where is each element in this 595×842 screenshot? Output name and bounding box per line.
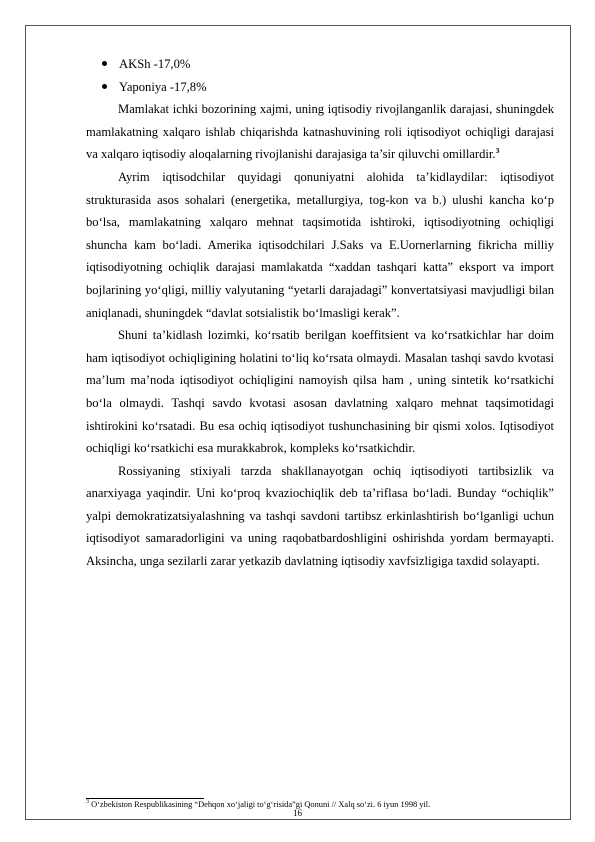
list-item-text: AKSh -17,0% <box>119 57 191 71</box>
bullet-icon <box>102 61 107 66</box>
paragraph: Rossiyaning stixiyali tarzda shakllanayotgan ochiq iqtisodiyoti tartibsizlik va anarxiyaga yaqindir. Uni ko‘proq kvaziochiqlik deb ta’riflasa bo‘ladi. Bunday “ochiqlik” yalpi demokratizatsiyalashning va tashqi savdoni tartibsz erkinlashtirish bo‘lganligi uchun iqtisodiyot samaradorligini va uning raqobatbardoshligini oshirishda yordam bermayapti. Aksincha, unga sezilarli zarar yetkazib davlatning iqtisodiy xavfsizligiga taxdid solayapti. <box>86 463 554 569</box>
footnote-reference[interactable]: 3 <box>495 146 500 156</box>
statistics-list <box>86 53 554 98</box>
paragraph: Shuni ta’kidlash lozimki, ko‘rsatib berilgan koeffitsient va ko‘rsatkichlar har doim ham iqtisodiyot ochiqligining holatini to‘liq ko‘rsata olmaydi. Masalan tashqi savdo kvotasi ma’lum ma’noda iqtisodiyot ochiqligini namoyish qilsa ham , uning sintetik ko‘rsatkichi bo‘la olmaydi. Tashqi savdo kvotasi asosan davlatning xalqaro mehnat taqsimotidagi ishtirokini ko‘rsatadi. Bu esa ochiq iqtisodiyot tushunchasining bir qismi xolos. Iqtisodiyot ochiqligi ko‘rsatkichi esa murakkabrok, kompleks ko‘rsatkichdir. <box>86 328 554 456</box>
list-item-text: Yaponiya -17,8% <box>119 79 207 94</box>
list-item <box>86 53 554 76</box>
paragraph: Ayrim iqtisodchilar quyidagi qonuniyatni alohida ta’kidlaydilar: iqtisodiyot strukturasida asos sohalari (energetika, metallurgiya, tog-kon va b.) ulushi kancha ko‘p bo‘lsa, mamlakatning xalqaro mehnat taqsimotida ishtiroki, iqtisodiyotning ochiqligi shuncha kam bo‘ladi. Amerika iqtisodchilari J.Saks va E.Uornerlarning fikricha milliy iqtisodiyotning ochiqlik darajasi mamlakatda “xaddan tashqari katta” eksport va import bojlarining yo‘qligi, milliy valyutaning “yetarli darajadagi” konvertatsiyasi mavjudligi bilan aniqlanadi, shuningdek “davlat sotsialistik bo‘lmasligi kerak”. <box>86 169 554 320</box>
document-body <box>86 53 554 573</box>
paragraph-text: Mamlakat ichki bozorining xajmi, uning iqtisodiy rivojlanganlik darajasi, shuningdek mamlakatning xalqaro ishlab chiqarishda katnashuvining roli iqtisodiyot ochiqligi darajasi va xalqaro iqtisodiy aloqalarning rivojlanishi darajasiga ta’sir qiluvchi omillardir. <box>86 102 554 162</box>
footnote-divider <box>86 798 204 799</box>
bullet-icon <box>102 84 107 89</box>
footnote-text: O‘zbekiston Respublikasining “Dehqon xo‘jaligi to‘g‘risida”gi Qonuni // Xalq so‘zi. 6 iyun 1998 yil. <box>89 800 431 809</box>
list-item <box>86 76 554 99</box>
page-number: 16 <box>293 808 302 818</box>
paragraph <box>86 98 554 166</box>
footnote-number: 3 <box>86 799 89 806</box>
